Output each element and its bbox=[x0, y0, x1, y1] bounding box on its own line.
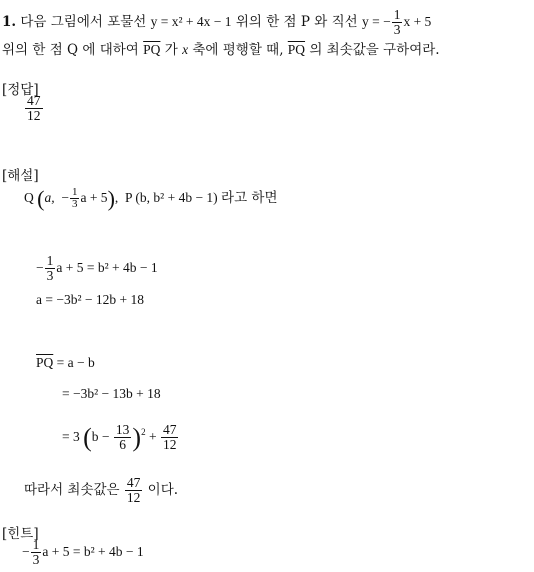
hint-fraction bbox=[31, 538, 42, 567]
solution-points-line: Q (a, − $\frac{1}{3}$ a + 5), P (b, b² + 4b − 1) 라고 하면 bbox=[24, 185, 278, 211]
q-coord-b: a + 5 bbox=[80, 190, 108, 205]
pq-line-1 bbox=[36, 355, 95, 371]
answer-numerator: 47 bbox=[27, 93, 41, 108]
equation-1: − $\frac{1}{3}$ a + 5 = b² + 4b − 1 bbox=[36, 253, 158, 284]
line-eq-fraction bbox=[392, 8, 403, 37]
eq1-frac-den: 3 bbox=[46, 268, 54, 284]
segment-pq-2: $\overline{PQ}$ bbox=[287, 42, 306, 57]
p-coords: (b, b² + 4b − 1) bbox=[135, 190, 218, 205]
comma: , bbox=[114, 190, 119, 205]
hint-eq-tail: a + 5 = b² + 4b − 1 bbox=[42, 543, 144, 559]
line-eq-rhs: x + 5 bbox=[403, 13, 432, 29]
q-frac-den: 3 bbox=[71, 198, 78, 211]
conclusion-text-a: 따라서 최솟값은 bbox=[24, 482, 120, 498]
answer-label: [정답] bbox=[2, 82, 39, 98]
pq3-coef: = 3 bbox=[62, 429, 80, 444]
parabola-equation: y = x² + 4x − 1 bbox=[150, 13, 232, 29]
problem-text-c: 위의 한 점 Q 에 대하여 bbox=[2, 42, 139, 58]
equation-2: a = −3b² − 12b + 18 bbox=[36, 292, 144, 307]
problem-text-a: 다음 그림에서 포물선 bbox=[20, 13, 147, 30]
pq3-plus: + bbox=[148, 429, 157, 444]
conclusion-den: 12 bbox=[126, 490, 141, 505]
line-eq-lhs: y = − bbox=[361, 13, 391, 29]
problem-text-f: 의 최솟값을 구하여라. bbox=[309, 42, 440, 58]
problem-line-2 bbox=[2, 38, 440, 58]
hint-frac-den: 3 bbox=[32, 552, 40, 568]
eq1-rest: a + 5 = b² + 4b − 1 bbox=[56, 259, 158, 275]
conclusion-fraction bbox=[125, 476, 143, 505]
q-frac-num: 1 bbox=[71, 185, 78, 198]
solution-label: [해설] bbox=[2, 168, 39, 184]
eq1-fraction bbox=[45, 254, 56, 283]
pq3-frac-num: 13 bbox=[115, 422, 130, 438]
pq-line-3: = 3 (b − $\frac{13}{6}$ )$^2$ + $\frac{47}{12}$ bbox=[62, 422, 177, 453]
pq3-frac2-num: 47 bbox=[162, 422, 177, 438]
line-equation bbox=[361, 7, 432, 38]
fraction-denominator: 3 bbox=[393, 22, 401, 38]
problem-text-b: 위의 한 점 P 와 직선 bbox=[235, 13, 358, 30]
q-fraction bbox=[70, 187, 80, 211]
pq3-fraction bbox=[114, 423, 132, 452]
eq1-frac-num: 1 bbox=[46, 253, 54, 268]
problem-text-d: 가 bbox=[164, 42, 178, 58]
answer-denominator: 12 bbox=[27, 108, 41, 124]
q-coord-a: a, bbox=[44, 190, 55, 205]
pq3-inner: b − bbox=[91, 429, 110, 444]
point-p: P bbox=[125, 190, 133, 205]
fraction-numerator: 1 bbox=[393, 7, 401, 22]
hint-equation: − $\frac{1}{3}$ a + 5 = b² + 4b − 1 bbox=[22, 537, 144, 568]
segment-pq: $\overline{PQ}$ bbox=[143, 42, 161, 57]
hint-label: [힌트] bbox=[2, 526, 39, 542]
problem-number: 1. bbox=[2, 13, 17, 30]
pq3-frac2-den: 12 bbox=[162, 437, 177, 453]
pq3-fraction-2 bbox=[161, 423, 179, 452]
pq-segment: $\overline{PQ}$ bbox=[36, 355, 54, 370]
point-q: Q bbox=[24, 190, 34, 205]
problem-line-1 bbox=[2, 8, 431, 37]
conclusion-line bbox=[24, 470, 178, 510]
points-tail-text: 라고 하면 bbox=[221, 190, 278, 206]
problem-text-e: 축에 평행할 때, bbox=[192, 42, 284, 58]
pq-line-2: = −3b² − 13b + 18 bbox=[62, 386, 161, 401]
answer-fraction bbox=[24, 94, 44, 123]
hint-frac-num: 1 bbox=[32, 537, 40, 552]
conclusion-num: 47 bbox=[126, 474, 141, 490]
pq3-frac-den: 6 bbox=[119, 437, 127, 453]
pq-rhs-1: = a − b bbox=[56, 355, 95, 370]
x-variable: x bbox=[182, 42, 189, 57]
conclusion-text-b: 이다. bbox=[147, 482, 179, 498]
